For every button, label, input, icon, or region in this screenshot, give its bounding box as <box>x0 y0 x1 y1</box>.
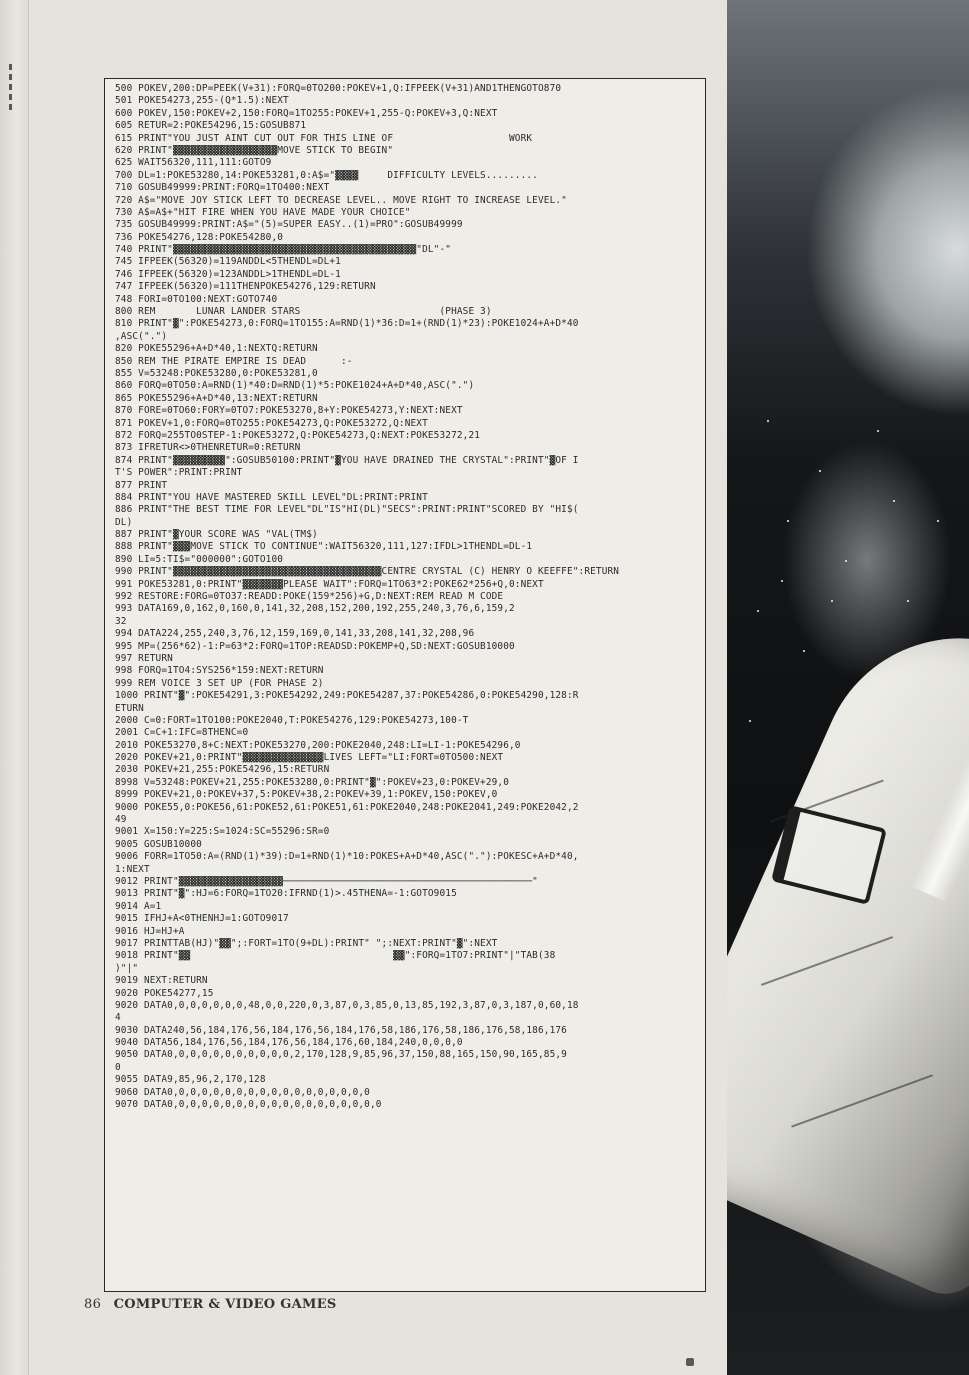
code-line: 49 <box>115 814 127 826</box>
code-line: 710 GOSUB49999:PRINT:FORQ=1TO400:NEXT <box>115 182 330 194</box>
code-line: 600 POKEV,150:POKEV+2,150:FORQ=1TO255:POKEV+1,255-Q:POKEV+3,Q:NEXT <box>115 107 498 119</box>
code-line: 995 MP=(256*62)-1:P=63*2:FORQ=1TOP:READSD:POKEMP+Q,SD:NEXT:GOSUB10000 <box>115 640 515 652</box>
code-line: 998 FORQ=1TO4:SYS256*159:NEXT:RETURN <box>115 665 324 677</box>
code-line: 1000 PRINT"▓":POKE54291,3:POKE54292,249:POKE54287,37:POKE54286,0:POKE54290,128:R <box>115 690 579 702</box>
code-line: 991 POKE53281,0:PRINT"▓▓▓▓▓▓▓PLEASE WAIT":FORQ=1TO63*2:POKE62*256+Q,0:NEXT <box>115 578 544 590</box>
code-line: 990 PRINT"▓▓▓▓▓▓▓▓▓▓▓▓▓▓▓▓▓▓▓▓▓▓▓▓▓▓▓▓▓▓▓▓▓▓▓▓CENTRE CRYSTAL (C) HENRY O KEEFFE":RETURN <box>115 566 620 578</box>
gutter-mark <box>9 94 12 100</box>
code-line: 2010 POKE53270,8+C:NEXT:POKE53270,200:POKE2040,248:LI=LI-1:POKE54296,0 <box>115 739 521 751</box>
code-line: DL) <box>115 516 133 528</box>
code-line: 720 A$="MOVE JOY STICK LEFT TO DECREASE LEVEL.. MOVE RIGHT TO INCREASE LEVEL." <box>115 194 567 206</box>
code-line: 735 GOSUB49999:PRINT:A$="(5)=SUPER EASY..(1)=PRO":GOSUB49999 <box>115 219 463 231</box>
code-line: 997 RETURN <box>115 652 173 664</box>
code-line: 993 DATA169,0,162,0,160,0,141,32,208,152,200,192,255,240,3,76,6,159,2 <box>115 603 515 615</box>
code-line: 736 POKE54276,128:POKE54280,0 <box>115 231 284 243</box>
gutter-mark <box>9 64 12 70</box>
code-line: 9055 DATA9,85,96,2,170,128 <box>115 1074 266 1086</box>
code-line: 730 A$=A$+"HIT FIRE WHEN YOU HAVE MADE YOUR CHOICE" <box>115 206 411 218</box>
space-shuttle-illustration <box>727 0 969 1375</box>
code-line: 4 <box>115 1012 121 1024</box>
code-line: ,ASC(".") <box>115 330 168 342</box>
code-line: 605 RETUR=2:POKE54296,15:GOSUB871 <box>115 120 307 132</box>
code-line: 747 IFPEEK(56320)=111THENPOKE54276,129:RETURN <box>115 281 376 293</box>
code-line: 2020 POKEV+21,0:PRINT"▓▓▓▓▓▓▓▓▓▓▓▓▓▓LIVES LEFT="LI:FORT=0TO500:NEXT <box>115 752 504 764</box>
code-line: 9014 A=1 <box>115 900 162 912</box>
code-line: ETURN <box>115 702 144 714</box>
code-line: 2001 C=C+1:IFC=8THENC=0 <box>115 727 249 739</box>
code-line: 860 FORQ=0TO50:A=RND(1)*40:D=RND(1)*5:POKE1024+A+D*40,ASC(".") <box>115 380 475 392</box>
code-line: 810 PRINT"▓":POKE54273,0:FORQ=1TO155:A=RND(1)*36:D=1+(RND(1)*23):POKE1024+A+D*40 <box>115 318 579 330</box>
code-line: 872 FORQ=255TO0STEP-1:POKE53272,Q:POKE54273,Q:NEXT:POKE53272,21 <box>115 429 481 441</box>
shuttle-body <box>727 594 969 1307</box>
code-line: 740 PRINT"▓▓▓▓▓▓▓▓▓▓▓▓▓▓▓▓▓▓▓▓▓▓▓▓▓▓▓▓▓▓▓▓▓▓▓▓▓▓▓▓▓▓"DL"-" <box>115 244 452 256</box>
code-line: 620 PRINT"▓▓▓▓▓▓▓▓▓▓▓▓▓▓▓▓▓▓MOVE STICK TO BEGIN" <box>115 144 394 156</box>
code-line: 748 FORI=0TO100:NEXT:GOTO740 <box>115 293 278 305</box>
code-line: 9017 PRINTTAB(HJ)"▓▓";:FORT=1TO(9+DL):PRINT" ";:NEXT:PRINT"▓":NEXT <box>115 937 498 949</box>
printer-mark <box>686 1358 694 1366</box>
page-number: 86 <box>84 1297 102 1312</box>
code-line: 0 <box>115 1061 121 1073</box>
code-line: 9016 HJ=HJ+A <box>115 925 185 937</box>
program-listing <box>104 78 706 1292</box>
code-line: 992 RESTORE:FORG=0TO37:READD:POKE(159*256)+G,D:NEXT:REM READ M CODE <box>115 591 504 603</box>
code-line: 865 POKE55296+A+D*40,13:NEXT:RETURN <box>115 392 318 404</box>
gutter-mark <box>9 74 12 80</box>
code-line: 9040 DATA56,184,176,56,184,176,56,184,176,60,184,240,0,0,0,0 <box>115 1037 463 1049</box>
code-line: 871 POKEV+1,0:FORQ=0TO255:POKE54273,Q:POKE53272,Q:NEXT <box>115 417 428 429</box>
code-line: 994 DATA224,255,240,3,76,12,159,169,0,141,33,208,141,32,208,96 <box>115 628 475 640</box>
gutter-mark <box>9 84 12 90</box>
code-line: 9006 FORR=1TO50:A=(RND(1)*39):D=1+RND(1)*10:POKES+A+D*40,ASC("."):POKESC+A+D*40, <box>115 851 579 863</box>
code-line: 745 IFPEEK(56320)=119ANDDL<5THENDL=DL+1 <box>115 256 341 268</box>
page-footer <box>84 1297 337 1312</box>
code-line: 9005 GOSUB10000 <box>115 838 202 850</box>
code-line: 9050 DATA0,0,0,0,0,0,0,0,0,0,0,2,170,128,9,85,96,37,150,88,165,150,90,165,85,9 <box>115 1049 567 1061</box>
code-line: 873 IFRETUR<>0THENRETUR=0:RETURN <box>115 442 301 454</box>
code-line: 888 PRINT"▓▓▓MOVE STICK TO CONTINUE":WAIT56320,111,127:IFDL>1THENDL=DL-1 <box>115 541 533 553</box>
code-line: 2000 C=0:FORT=1TO100:POKE2040,T:POKE54276,129:POKE54273,100-T <box>115 714 469 726</box>
code-line: T'S POWER":PRINT:PRINT <box>115 467 243 479</box>
code-line: 850 REM THE PIRATE EMPIRE IS DEAD :- <box>115 355 353 367</box>
code-line: 1:NEXT <box>115 863 150 875</box>
code-line: 9070 DATA0,0,0,0,0,0,0,0,0,0,0,0,0,0,0,0,0,0,0 <box>115 1099 382 1111</box>
code-line: 9020 POKE54277,15 <box>115 987 214 999</box>
code-line: 886 PRINT"THE BEST TIME FOR LEVEL"DL"IS"HI(DL)"SECS":PRINT:PRINT"SCORED BY "HI$( <box>115 504 579 516</box>
code-line: 874 PRINT"▓▓▓▓▓▓▓▓▓":GOSUB50100:PRINT"▓YOU HAVE DRAINED THE CRYSTAL":PRINT"▓OF I <box>115 454 579 466</box>
code-line: 501 POKE54273,255-(Q*1.5):NEXT <box>115 95 289 107</box>
code-line: 9019 NEXT:RETURN <box>115 975 208 987</box>
code-line: 625 WAIT56320,111,111:GOTO9 <box>115 157 272 169</box>
code-line: 9000 POKE55,0:POKE56,61:POKE52,61:POKE51,61:POKE2040,248:POKE2041,249:POKE2042,2 <box>115 801 579 813</box>
code-line: 8998 V=53248:POKEV+21,255:POKE53280,0:PRINT"▓":POKEV+23,0:POKEV+29,0 <box>115 776 510 788</box>
code-line: 32 <box>115 615 127 627</box>
code-line: 884 PRINT"YOU HAVE MASTERED SKILL LEVEL"DL:PRINT:PRINT <box>115 491 428 503</box>
code-line: )"|" <box>115 962 139 974</box>
code-line: 855 V=53248:POKE53280,0:POKE53281,0 <box>115 367 318 379</box>
code-line: 9060 DATA0,0,0,0,0,0,0,0,0,0,0,0,0,0,0,0,0,0 <box>115 1086 370 1098</box>
code-line: 9013 PRINT"▓":HJ=6:FORQ=1TO20:IFRND(1)>.45THENA=-1:GOTO9015 <box>115 888 457 900</box>
code-line: 800 REM LUNAR LANDER STARS (PHASE 3) <box>115 306 492 318</box>
code-line: 9030 DATA240,56,184,176,56,184,176,56,184,176,58,186,176,58,186,176,58,186,176 <box>115 1024 567 1036</box>
code-line: 9015 IFHJ+A<0THENHJ=1:GOTO9017 <box>115 913 289 925</box>
code-line: 746 IFPEEK(56320)=123ANDDL>1THENDL=DL-1 <box>115 268 341 280</box>
code-line: 870 FORE=0TO60:FORY=0TO7:POKE53270,8+Y:POKE54273,Y:NEXT:NEXT <box>115 405 463 417</box>
code-line: 9001 X=150:Y=225:S=1024:SC=55296:SR=0 <box>115 826 330 838</box>
code-line: 890 LI=5:TI$="000000":GOTO100 <box>115 553 284 565</box>
code-line: 700 DL=1:POKE53280,14:POKE53281,0:A$="▓▓▓▓ DIFFICULTY LEVELS......... <box>115 169 538 181</box>
code-line: 820 POKE55296+A+D*40,1:NEXTQ:RETURN <box>115 343 318 355</box>
code-line: 615 PRINT"YOU JUST AINT CUT OUT FOR THIS LINE OF WORK <box>115 132 533 144</box>
gutter-mark <box>9 104 12 110</box>
code-line: 8999 POKEV+21,0:POKEV+37,5:POKEV+38,2:POKEV+39,1:POKEV,150:POKEV,0 <box>115 789 498 801</box>
code-line: 9018 PRINT"▓▓ ▓▓":FORQ=1TO7:PRINT"|"TAB(38 <box>115 950 556 962</box>
page-gutter <box>0 0 29 1375</box>
code-line: 887 PRINT"▓YOUR SCORE WAS "VAL(TM$) <box>115 529 318 541</box>
code-line: 500 POKEV,200:DP=PEEK(V+31):FORQ=0TO200:POKEV+1,Q:IFPEEK(V+31)AND1THENGOTO870 <box>115 83 562 94</box>
code-line: 999 REM VOICE 3 SET UP (FOR PHASE 2) <box>115 677 324 689</box>
code-line: 2030 POKEV+21,255:POKE54296,15:RETURN <box>115 764 330 776</box>
code-line: 877 PRINT <box>115 479 168 491</box>
magazine-name: COMPUTER & VIDEO GAMES <box>113 1297 337 1312</box>
code-line: 9020 DATA0,0,0,0,0,0,0,48,0,0,220,0,3,87,0,3,85,0,13,85,192,3,87,0,3,187,0,60,18 <box>115 999 579 1011</box>
code-line: 9012 PRINT"▓▓▓▓▓▓▓▓▓▓▓▓▓▓▓▓▓▓───────────────────────────────────────────" <box>115 876 538 887</box>
